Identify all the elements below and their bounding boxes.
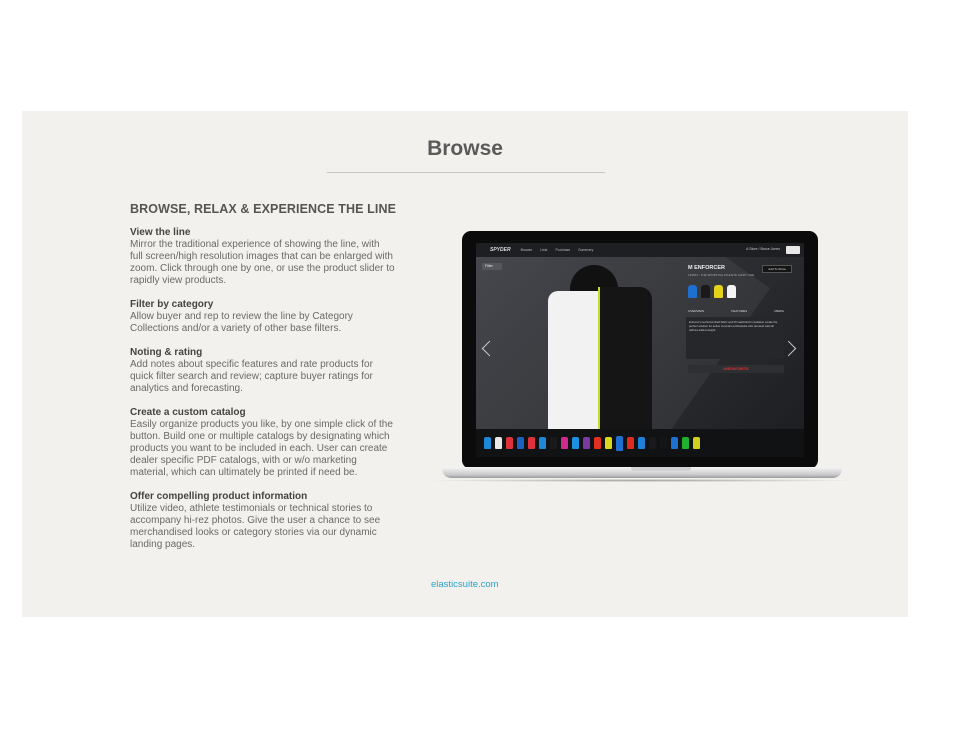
slider-thumb — [506, 437, 513, 449]
filter-button: Filter — [482, 263, 502, 270]
feature-view-the-line — [130, 227, 395, 287]
slider-thumb — [561, 437, 568, 449]
feature-list — [130, 227, 395, 563]
feature-title: Noting & rating — [130, 347, 203, 358]
slide — [22, 111, 908, 617]
app-nav-bar — [476, 243, 804, 257]
feature-title: Offer compelling product information — [130, 491, 308, 502]
product-name: M ENFORCER — [688, 265, 725, 271]
nav-browse: Browse — [520, 248, 533, 252]
slider-thumb — [693, 437, 700, 449]
product-tabs — [688, 309, 784, 313]
slider-thumb — [583, 437, 590, 449]
page-title: Browse — [427, 137, 503, 160]
slider-thumb — [605, 437, 612, 449]
feature-body: Add notes about specific features and rate products for quick filter search and review; capture buyer ratings for analytics and forecasting. — [130, 359, 373, 394]
feature-noting-rating — [130, 347, 395, 395]
swatch-white — [727, 285, 736, 298]
feature-title: View the line — [130, 227, 191, 238]
elasticsuite-link[interactable]: elasticsuite.com — [431, 579, 499, 590]
feature-custom-catalog — [130, 407, 395, 479]
slider-thumb — [517, 437, 524, 449]
slider-thumb — [627, 437, 634, 449]
slider-thumb — [638, 437, 645, 449]
laptop-screen — [476, 243, 804, 457]
feature-body: Easily organize products you like, by one simple click of the button. Build one or multiple catalogs by designating which products you want to be included in each. User can create dealer specific PDF catalogs, with or w/o marketing material, which can ultimately be printed if need be. — [130, 419, 393, 478]
feature-product-information — [130, 491, 395, 551]
slider-thumb — [550, 437, 557, 449]
feature-body: Mirror the traditional experience of showing the line, with full screen/high resolution images that can be enlarged with zoom. Click through one by one, or use the product slider to rapidly view products. — [130, 239, 395, 286]
slider-thumb — [539, 437, 546, 449]
laptop-lid — [462, 231, 818, 469]
swatch-yellow — [714, 285, 723, 298]
slider-thumb — [484, 437, 491, 449]
nav-lists: Lists — [540, 248, 548, 252]
unfavorite-button: UNFAVORITE — [688, 365, 784, 373]
product-subtitle: 133544 - THE SPORTING ATHLETE SHIRT LINE — [688, 273, 755, 277]
brand-logo: SPYDER — [490, 247, 511, 253]
feature-body: Allow buyer and rep to review the line by Category Collections and/or a variety of other base filters. — [130, 311, 353, 334]
nav-purchase: Purchase — [555, 248, 571, 252]
slider-thumb — [671, 437, 678, 449]
feature-title: Filter by category — [130, 299, 214, 310]
tab-overview: OVERVIEW — [688, 309, 705, 313]
slider-thumb — [572, 437, 579, 449]
laptop-base — [442, 467, 842, 478]
product-slider — [476, 429, 804, 457]
slider-thumb — [616, 436, 623, 451]
slider-thumb — [649, 437, 656, 449]
product-image — [536, 265, 654, 435]
feature-filter-by-category — [130, 299, 395, 335]
slider-thumb — [528, 437, 535, 449]
section-heading: BROWSE, RELAX & EXPERIENCE THE LINE — [130, 202, 397, 216]
tab-media: MEDIA — [774, 309, 784, 313]
laptop-mockup — [402, 229, 882, 489]
feature-body: Utilize video, athlete testimonials or technical stories to accompany hi-rez photos. Give the user a chance to see merchandised looks or category stories via our dynamic landing pages. — [130, 503, 381, 550]
product-description: Enforcer's technical shell fabric and Primaloft ECO insulation create the perfect solution for active mountain enthusiasts who demand warmth without added weight. — [686, 317, 784, 359]
color-swatches — [688, 285, 736, 298]
feature-title: Create a custom catalog — [130, 407, 246, 418]
tab-features: FEATURES — [731, 309, 748, 313]
swatch-blue — [688, 285, 697, 298]
slider-thumb — [660, 437, 667, 449]
swatch-black — [701, 285, 710, 298]
title-divider — [327, 172, 605, 173]
slider-thumb — [594, 437, 601, 449]
add-to-show-button: Add To Show — [762, 265, 792, 273]
account-label: A Store / Bruce Jones — [746, 247, 780, 251]
nav-summary: Summary — [578, 248, 594, 252]
slider-thumb — [682, 437, 689, 449]
slider-thumb — [495, 437, 502, 449]
cart-button — [786, 246, 800, 254]
